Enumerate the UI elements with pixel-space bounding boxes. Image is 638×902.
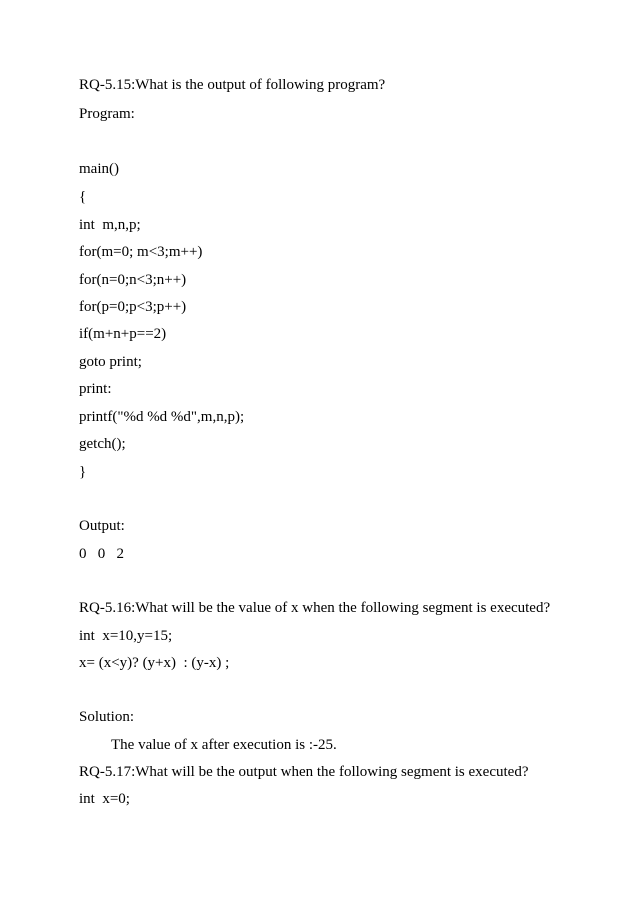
code-line: getch(); xyxy=(79,436,126,452)
output-value: 0 0 2 xyxy=(79,546,124,562)
question-5-17-heading: RQ-5.17:What will be the output when the following segment is executed? xyxy=(79,764,529,780)
code-line: int x=0; xyxy=(79,791,130,807)
code-line: printf("%d %d %d",m,n,p); xyxy=(79,409,245,425)
code-line: int m,n,p; xyxy=(79,217,141,233)
code-line: x= (x<y)? (y+x) : (y-x) ; xyxy=(79,655,230,671)
question-5-15-heading: RQ-5.15:What is the output of following program? xyxy=(79,77,386,93)
solution-text: The value of x after execution is :-25. xyxy=(111,737,337,753)
output-label: Output: xyxy=(79,518,125,534)
question-5-16-heading: RQ-5.16:What will be the value of x when the following segment is executed? xyxy=(79,600,551,616)
code-line: if(m+n+p==2) xyxy=(79,326,167,342)
code-line: int x=10,y=15; xyxy=(79,628,173,644)
code-line: print: xyxy=(79,381,112,397)
code-line: { xyxy=(79,189,87,205)
code-line: for(p=0;p<3;p++) xyxy=(79,299,187,315)
code-line: } xyxy=(79,464,87,480)
code-line: main() xyxy=(79,161,119,177)
code-line: for(n=0;n<3;n++) xyxy=(79,272,187,288)
code-line: for(m=0; m<3;m++) xyxy=(79,244,203,260)
program-label: Program: xyxy=(79,106,135,122)
solution-label: Solution: xyxy=(79,709,135,725)
code-line: goto print; xyxy=(79,354,142,370)
